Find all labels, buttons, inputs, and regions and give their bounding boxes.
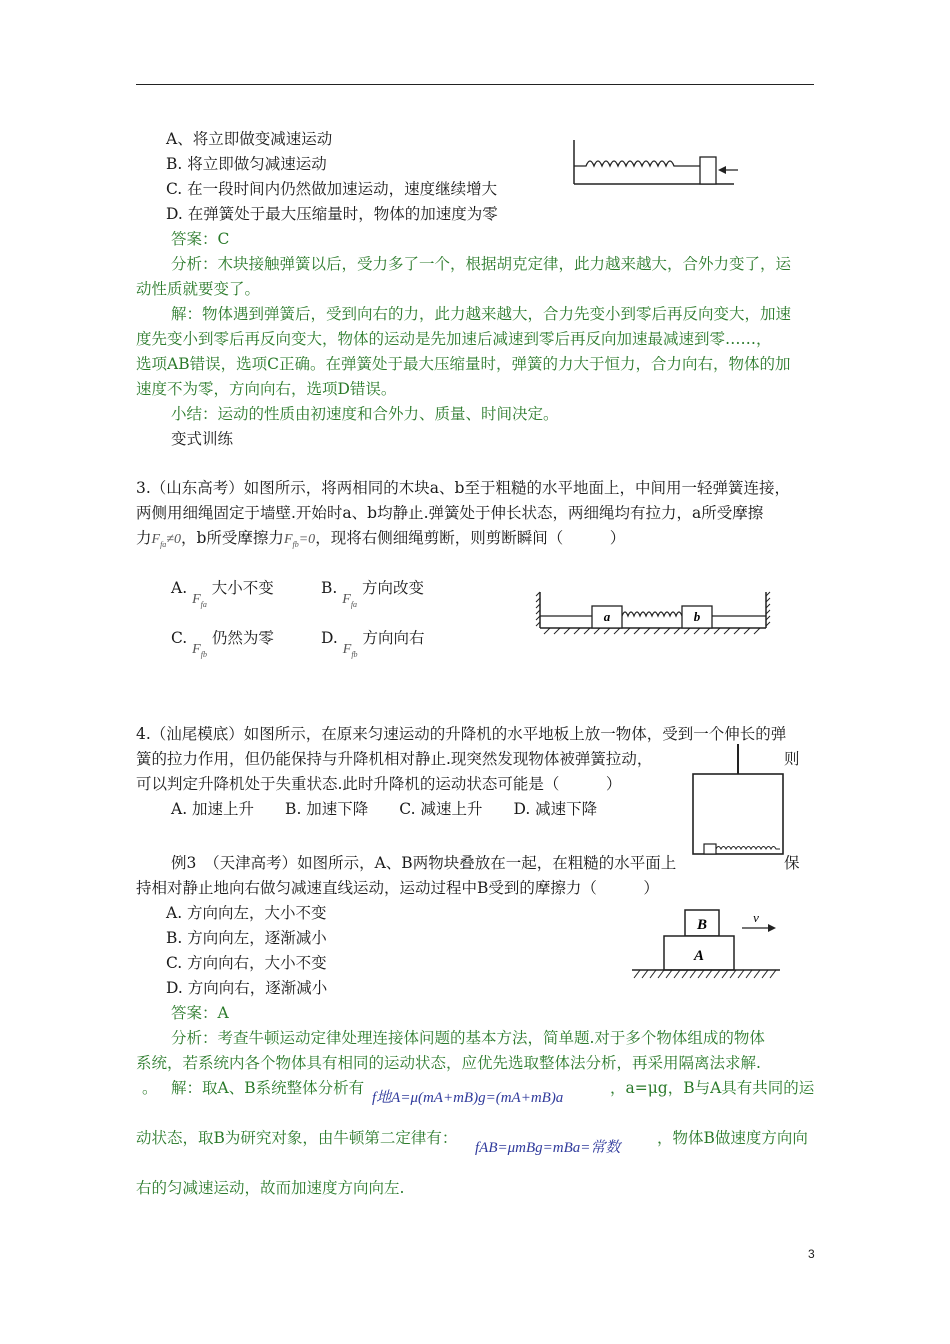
block-b-label-upper: B [696,917,708,933]
q4-options: A. 加速上升 B. 加速下降 C. 减速上升 D. 减速下降 [171,800,598,818]
solution-prev-4: 速度不为零，方向向右，选项D错误。 [136,380,397,398]
ex3-line-1a: 例3 （天津高考）如图所示，A、B两物块叠放在一起，在粗糙的水平面上 [171,854,677,872]
elevator-figure [690,744,780,856]
page-number: 3 [808,1247,815,1261]
ex3-solution-1a: 解：取A、B系统整体分析有 [171,1079,365,1097]
q4-line-3: 可以判定升降机处于失重状态.此时升降机的运动状态可能是（ ） [136,775,622,793]
ex3-solution-2b: ，物体B做速度方向向 [657,1129,808,1147]
stacked-blocks-figure [630,906,790,986]
ex3-analysis-1: 分析：考查牛顿运动定律处理连接体问题的基本方法，简单题.对于多个物体组成的物体 [171,1029,765,1047]
q4-line-1: 4.（汕尾模底）如图所示，在原来匀速运动的升降机的水平地板上放一物体，受到一个伸长的弹 [136,725,787,743]
ex3-equation-1: f地A=μ(mA+mB)g=(mA+mB)a [372,1090,564,1106]
block-b-label: b [693,609,701,624]
ex3-option-c: C. 方向向右，大小不变 [166,954,327,972]
q3-option-a: A. $F_{fa}$ 大小不变 [171,579,274,609]
ex3-solution-1b: ，a=μg，B与A具有共同的运 [610,1079,815,1097]
analysis-prev-2: 动性质就要变了。 [136,280,261,298]
analysis-prev-1: 分析：木块接触弹簧以后，受力多了一个，根据胡克定律，此力越来越大，合外力变了，运 [171,255,792,273]
q3-line-1: 3.（山东高考）如图所示，将两相同的木块a、b至于粗糙的水平地面上，中间用一轻弹簧连接， [136,479,790,497]
q3-line-2: 两侧用细绳固定于墙壁.开始时a、b均静止.弹簧处于伸长状态，两细绳均有拉力，a所受摩擦 [136,504,764,522]
q3-line-3: 力$F_{fa}\ne 0$，b所受摩擦力$F_{fb}=0$，现将右侧细绳剪断，则剪断瞬间（ ） [136,529,626,549]
variant-heading: 变式训练 [171,430,234,448]
q3-option-d: D. $F_{fb}$ 方向向右 [321,629,425,659]
solution-prev-1: 解：物体遇到弹簧后，受到向右的力，此力越来越大，合力先变小到零后再反向变大，加速 [171,305,792,323]
ex3-line-2: 持相对静止地向右做匀减速直线运动，运动过程中B受到的摩擦力（ ） [136,879,659,897]
block-a-label-lower: A [693,948,705,964]
q3-option-b: B. $F_{fa}$ 方向改变 [321,579,425,609]
block-a-label: a [603,609,611,624]
q4-line-2a: 簧的拉力作用，但仍能保持与升降机相对静止.现突然发现物体被弹簧拉动， [136,750,653,768]
ex3-option-b: B. 方向向左，逐渐减小 [166,929,327,947]
header-rule [136,84,814,85]
ex3-answer: 答案：A [171,1004,229,1022]
option-b: B. 将立即做匀减速运动 [166,155,327,173]
ex3-solution-3: 右的匀减速运动，故而加速度方向向左. [136,1179,405,1197]
option-a: A、将立即做变减速运动 [166,130,333,148]
option-c: C. 在一段时间内仍然做加速运动，速度继续增大 [166,180,498,198]
summary-prev: 小结：运动的性质由初速度和合外力、质量、时间决定。 [171,405,559,423]
solution-prev-3: 选项AB错误，选项C正确。在弹簧处于最大压缩量时，弹簧的力大于恒力，合力向右，物体的加 [136,355,791,373]
ex3-mark: 。 [142,1079,158,1097]
ex3-option-d: D. 方向向右，逐渐减小 [166,979,328,997]
velocity-label: v [753,910,759,925]
solution-prev-2: 度先变小到零后再反向变大，物体的运动是先加速后减速到零后再反向加速最减速到零……， [136,330,772,348]
fa-symbol: $F_{fa}\ne 0$ [151,532,181,549]
q4-line-2b: 则 [784,750,800,768]
fb-symbol: $F_{fb}=0$ [283,532,316,549]
q3-option-c: C. $F_{fb}$ 仍然为零 [171,629,274,659]
ex3-solution-2a: 动状态，取B为研究对象，由牛顿第二定律有： [136,1129,458,1147]
option-d: D. 在弹簧处于最大压缩量时，物体的加速度为零 [166,205,498,223]
spring-wall-figure [570,128,770,192]
ex3-analysis-2: 系统，若系统内各个物体具有相同的运动状态，应优先选取整体法分析，再采用隔离法求解. [136,1054,761,1072]
ex3-equation-2: fAB=μmBg=mBa=常数 [475,1140,621,1156]
ex3-option-a: A. 方向向左，大小不变 [166,904,327,922]
ex3-line-1b: 保 [784,854,800,872]
answer-prev: 答案：C [171,230,230,248]
two-blocks-spring-figure [536,590,776,640]
